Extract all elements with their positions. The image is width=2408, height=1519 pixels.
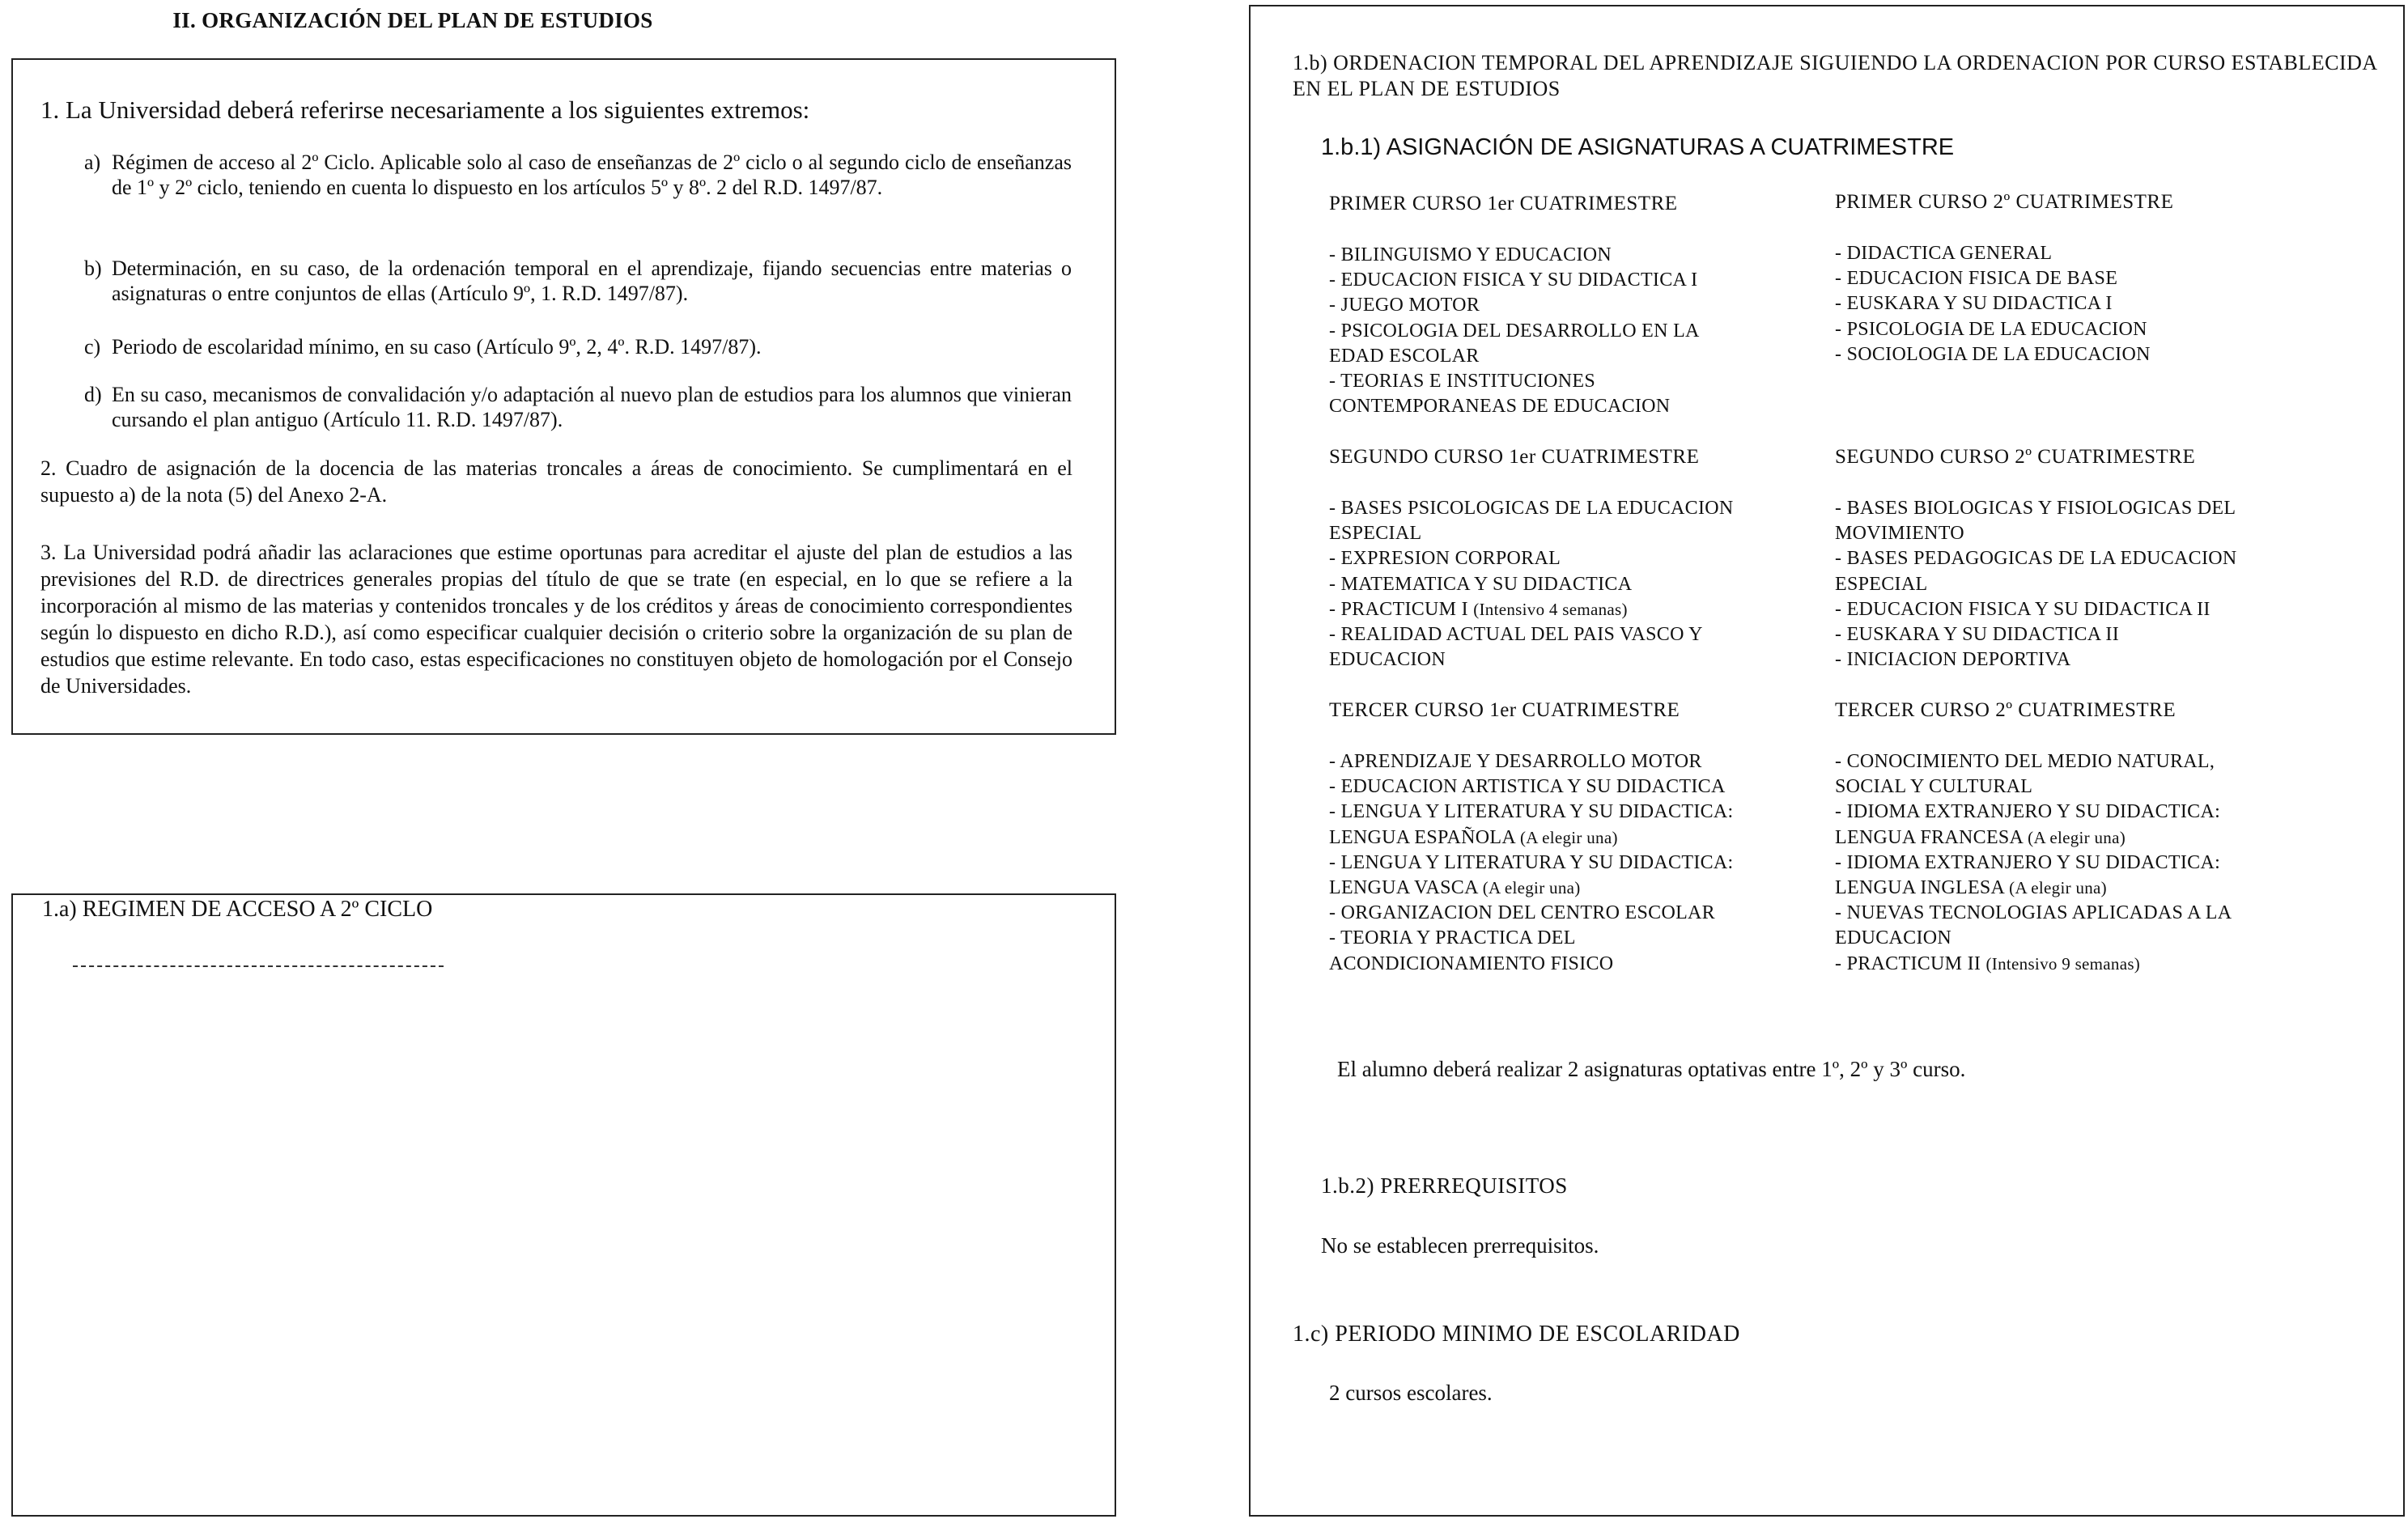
access-regime-box: [11, 893, 1116, 1517]
subject-line: ACONDICIONAMIENTO FISICO: [1329, 953, 1614, 974]
course-title: SEGUNDO CURSO 1er CUATRIMESTRE: [1329, 446, 1700, 468]
minimum-period-text: 2 cursos escolares.: [1329, 1381, 1493, 1405]
subject-line: - PSICOLOGIA DEL DESARROLLO EN LA: [1329, 320, 1700, 342]
subject-line: SOCIAL Y CULTURAL: [1835, 776, 2033, 798]
subject-name: - PRACTICUM II: [1835, 953, 1986, 974]
section-heading: 1.b) ORDENACION TEMPORAL DEL APRENDIZAJE SIGUIENDO LA ORDENACION POR CURSO ESTABLECIDA EN EL PLAN DE ESTUDIOS: [1293, 51, 2377, 100]
subject-line: - NUEVAS TECNOLOGIAS APLICADAS A LA: [1835, 902, 2232, 924]
subject-line: - BASES PSICOLOGICAS DE LA EDUCACION: [1329, 498, 1734, 519]
item-text: Determinación, en su caso, de la ordenación temporal en el aprendizaje, fijando secuencias entre materias o asignaturas o entre conjuntos de ellas (Artículo 9º, 1. R.D. 1497/87).: [112, 257, 1072, 305]
instruction-item-d: [84, 382, 1072, 432]
instruction-para-3: 3. La Universidad podrá añadir las aclaraciones que estime oportunas para acreditar el ajuste del plan de estudios a las previsiones del R.D. de directrices generales propias del título de que se trate (en especial, en lo que se refiere a la incorporación al mismo de las materias y contenidos troncales y de los créditos y áreas de conocimiento correspondientes según lo dispuesto en dicho R.D.), así como especificar cualquier decisión o criterio sobre la organización de su plan de estudios que estime relevante. En todo caso, estas especificaciones no constituyen objeto de homologación por el Consejo de Universidades.: [40, 541, 1072, 698]
subject-line: - SOCIOLOGIA DE LA EDUCACION: [1835, 343, 2151, 365]
subject-line: - INICIACION DEPORTIVA: [1835, 649, 2071, 671]
subject-line: - TEORIA Y PRACTICA DEL: [1329, 927, 1576, 949]
subject-line: - EDUCACION ARTISTICA Y SU DIDACTICA: [1329, 776, 1726, 798]
subject-line: - EDUCACION FISICA Y SU DIDACTICA II: [1835, 598, 2211, 620]
subject-line: EDUCACION: [1835, 927, 1952, 949]
subject-line: - DIDACTICA GENERAL: [1835, 243, 2053, 264]
elective-note: (A elegir una): [2028, 827, 2126, 847]
subject-line: EDAD ESCOLAR: [1329, 345, 1480, 367]
prerequisites-text: No se establecen prerrequisitos.: [1321, 1233, 1599, 1258]
subject-line: - BASES PEDAGOGICAS DE LA EDUCACION: [1835, 548, 2237, 570]
subject-line: - EDUCACION FISICA DE BASE: [1835, 268, 2118, 290]
subject-line: - REALIDAD ACTUAL DEL PAIS VASCO Y: [1329, 624, 1703, 646]
subject-line: [1835, 876, 2353, 901]
subject-line: - LENGUA Y LITERATURA Y SU DIDACTICA:: [1329, 801, 1734, 823]
subject-line: - EXPRESION CORPORAL: [1329, 548, 1561, 570]
subject-line: - IDIOMA EXTRANJERO Y SU DIDACTICA:: [1835, 851, 2221, 873]
subject-line: - MATEMATICA Y SU DIDACTICA: [1329, 573, 1633, 595]
item-marker: d): [84, 383, 102, 406]
subject-line: [1329, 597, 1815, 622]
elective-note: (A elegir una): [1482, 878, 1581, 898]
item-marker: c): [84, 335, 101, 359]
subject-line: ESPECIAL: [1835, 573, 1928, 595]
subject-line: - BILINGUISMO Y EDUCACION: [1329, 244, 1612, 265]
course-subjects: [1835, 749, 2353, 977]
course-subjects: [1329, 496, 1815, 673]
course-title: TERCER CURSO 1er CUATRIMESTRE: [1329, 699, 1680, 721]
subject-line: - EUSKARA Y SU DIDACTICA II: [1835, 624, 2119, 646]
subject-name: LENGUA INGLESA: [1835, 877, 2010, 899]
elective-note: (A elegir una): [1519, 827, 1618, 847]
subject-name: - PRACTICUM I: [1329, 598, 1474, 620]
minimum-period-title: 1.c) PERIODO MINIMO DE ESCOLARIDAD: [1293, 1322, 1740, 1347]
course-title: TERCER CURSO 2º CUATRIMESTRE: [1835, 699, 2177, 721]
course-subjects: [1835, 496, 2353, 673]
course-title: SEGUNDO CURSO 2º CUATRIMESTRE: [1835, 446, 2196, 468]
subject-line: - PSICOLOGIA DE LA EDUCACION: [1835, 318, 2147, 340]
prerequisites-title: 1.b.2) PRERREQUISITOS: [1321, 1173, 1568, 1198]
page-title: II. ORGANIZACIÓN DEL PLAN DE ESTUDIOS: [172, 8, 653, 32]
item-marker: b): [84, 257, 102, 280]
subject-line: - APRENDIZAJE Y DESARROLLO MOTOR: [1329, 751, 1702, 772]
course-subjects: [1329, 243, 1815, 419]
subject-line: - EDUCACION FISICA Y SU DIDACTICA I: [1329, 269, 1698, 291]
subject-line: - EUSKARA Y SU DIDACTICA I: [1835, 293, 2113, 315]
subject-line: - LENGUA Y LITERATURA Y SU DIDACTICA:: [1329, 851, 1734, 873]
subject-line: - ORGANIZACION DEL CENTRO ESCOLAR: [1329, 902, 1715, 924]
subject-name: LENGUA VASCA: [1329, 877, 1483, 899]
subject-line: - CONOCIMIENTO DEL MEDIO NATURAL,: [1835, 751, 2215, 772]
course-subjects: [1329, 749, 1815, 977]
subject-line: CONTEMPORANEAS DE EDUCACION: [1329, 396, 1671, 418]
subject-line: [1835, 952, 2353, 977]
course-subjects: [1835, 241, 2353, 367]
subject-name: LENGUA ESPAÑOLA: [1329, 826, 1520, 848]
subject-line: [1835, 825, 2353, 851]
item-text: Régimen de acceso al 2º Ciclo. Aplicable solo al caso de enseñanzas de 2º ciclo o al segundo ciclo de enseñanzas de 1º y 2º ciclo, teniendo en cuenta lo dispuesto en los artículos 5º y 8º. 2 del R.D. 1497/87.: [112, 151, 1072, 199]
optativas-note: El alumno deberá realizar 2 asignaturas optativas entre 1º, 2º y 3º curso.: [1337, 1057, 1966, 1081]
access-regime-title: 1.a) REGIMEN DE ACCESO A 2º CICLO: [42, 897, 433, 922]
course-title: PRIMER CURSO 2º CUATRIMESTRE: [1835, 191, 2174, 213]
elective-note: (A elegir una): [2009, 878, 2107, 898]
subject-name: LENGUA FRANCESA: [1835, 826, 2028, 848]
practicum-note: (Intensivo 4 semanas): [1473, 599, 1628, 619]
subject-line: - TEORIAS E INSTITUCIONES: [1329, 371, 1596, 392]
subject-line: - BASES BIOLOGICAS Y FISIOLOGICAS DEL: [1835, 498, 2236, 519]
item-marker: a): [84, 151, 101, 174]
instructions-intro: 1. La Universidad deberá referirse necesariamente a los siguientes extremos:: [40, 95, 810, 124]
course-title: PRIMER CURSO 1er CUATRIMESTRE: [1329, 193, 1678, 214]
instruction-para-2: 2. Cuadro de asignación de la docencia de las materias troncales a áreas de conocimiento. Se cumplimentará en el supuesto a) de la nota (5) del Anexo 2-A.: [40, 456, 1072, 507]
subject-line: ESPECIAL: [1329, 523, 1422, 545]
instruction-item-c: [84, 334, 1072, 359]
subject-line: - IDIOMA EXTRANJERO Y SU DIDACTICA:: [1835, 801, 2221, 823]
subject-line: [1329, 876, 1815, 901]
practicum-note: (Intensivo 9 semanas): [1985, 953, 2141, 974]
subject-line: [1329, 825, 1815, 851]
subject-line: - JUEGO MOTOR: [1329, 295, 1480, 316]
subject-line: EDUCACION: [1329, 649, 1446, 671]
instruction-item-b: [84, 256, 1072, 306]
section-subheading: 1.b.1) ASIGNACIÓN DE ASIGNATURAS A CUATRIMESTRE: [1321, 134, 1955, 160]
item-text: Periodo de escolaridad mínimo, en su caso (Artículo 9º, 2, 4º. R.D. 1497/87).: [112, 335, 762, 359]
item-text: En su caso, mecanismos de convalidación y/o adaptación al nuevo plan de estudios para los alumnos que vinieran cursando el plan antiguo (Artículo 11. R.D. 1497/87).: [112, 383, 1072, 431]
blank-line: [73, 965, 444, 967]
subject-line: MOVIMIENTO: [1835, 523, 1964, 545]
instruction-item-a: [84, 150, 1072, 200]
